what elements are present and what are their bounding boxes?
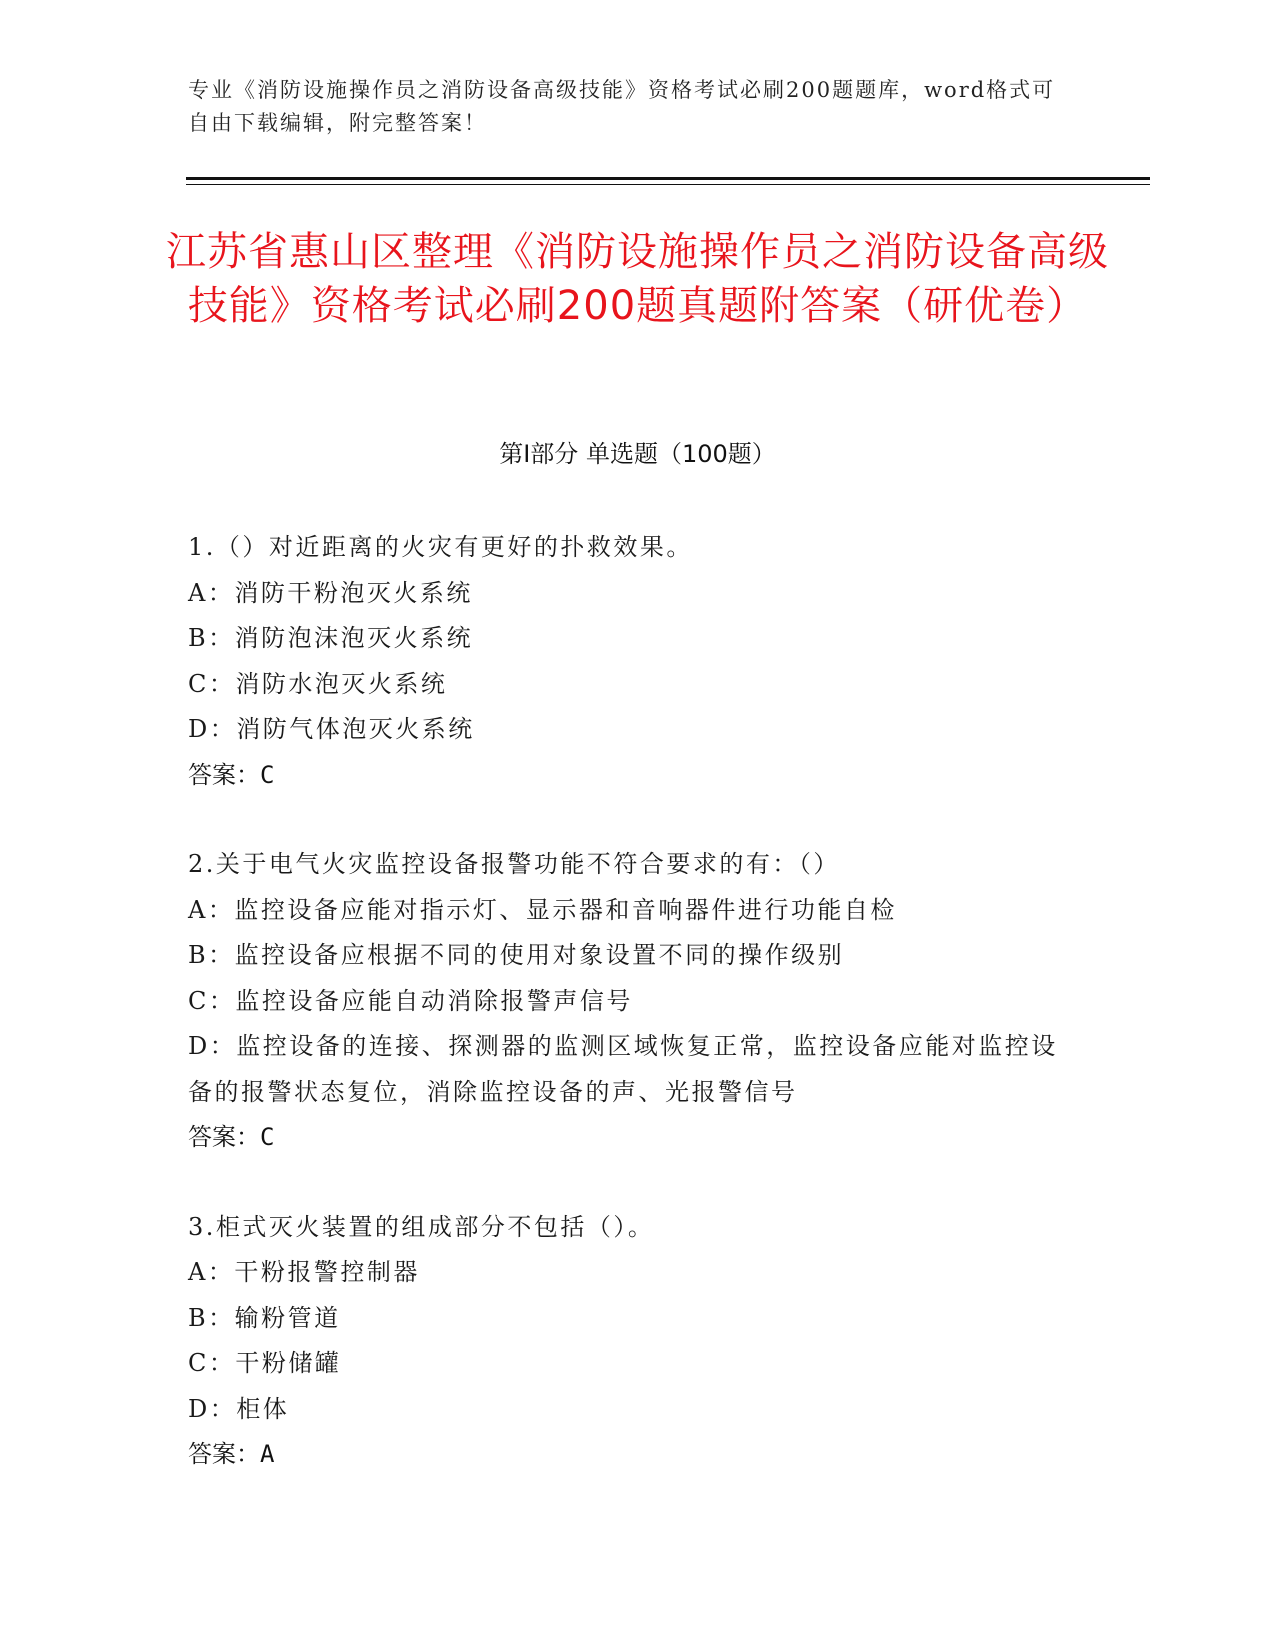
section-heading: 第I部分 单选题（100题） — [499, 440, 776, 468]
question-list — [188, 525, 1068, 1522]
option-d: D：消防气体泡灭火系统 — [188, 715, 475, 743]
question-stem: 2.关于电气火灾监控设备报警功能不符合要求的有：（） — [188, 850, 840, 878]
option-b: B：输粉管道 — [188, 1303, 341, 1332]
option-d: D：监控设备的连接、探测器的监测区域恢复正常，监控设备应能对监控设备的报警状态复位，消除监控设备的声、光报警信号 — [188, 1032, 1058, 1106]
answer-line — [188, 1432, 1068, 1478]
answer-value: C — [260, 760, 275, 789]
option-a: A：监控设备应能对指示灯、显示器和音响器件进行功能自检 — [188, 895, 897, 924]
option-b: B：消防泡沫泡灭火系统 — [188, 624, 474, 652]
header-note: 专业《消防设施操作员之消防设备高级技能》资格考试必刷200题题库，word格式可自由下载编辑，附完整答案！ — [188, 78, 1056, 135]
answer-line — [188, 753, 1068, 799]
question-3 — [188, 1205, 1068, 1478]
option-a: A：干粉报警控制器 — [188, 1258, 420, 1286]
option-d: D：柜体 — [188, 1394, 290, 1423]
answer-value: A — [260, 1440, 275, 1468]
question-stem: 1.（）对近距离的火灾有更好的扑救效果。 — [188, 533, 693, 561]
document-title: 江苏省惠山区整理《消防设施操作员之消防设备高级技能》资格考试必刷200题真题附答案（研优卷） — [166, 229, 1109, 329]
answer-label: 答案： — [188, 1123, 260, 1151]
answer-label: 答案： — [188, 760, 260, 789]
question-2 — [188, 842, 1068, 1161]
option-c: C：监控设备应能自动消除报警声信号 — [188, 986, 633, 1015]
question-1 — [188, 525, 1068, 798]
answer-line — [188, 1115, 1068, 1161]
question-stem: 3.柜式灭火装置的组成部分不包括（）。 — [188, 1212, 655, 1241]
option-b: B：监控设备应根据不同的使用对象设置不同的操作级别 — [188, 941, 845, 969]
option-c: C：干粉储罐 — [188, 1349, 342, 1377]
answer-label: 答案： — [188, 1440, 260, 1468]
option-a: A：消防干粉泡灭火系统 — [188, 578, 473, 607]
header-divider-thick — [186, 177, 1150, 180]
answer-value: C — [260, 1123, 275, 1151]
header-divider-thin — [186, 184, 1150, 185]
option-c: C：消防水泡灭火系统 — [188, 669, 448, 698]
